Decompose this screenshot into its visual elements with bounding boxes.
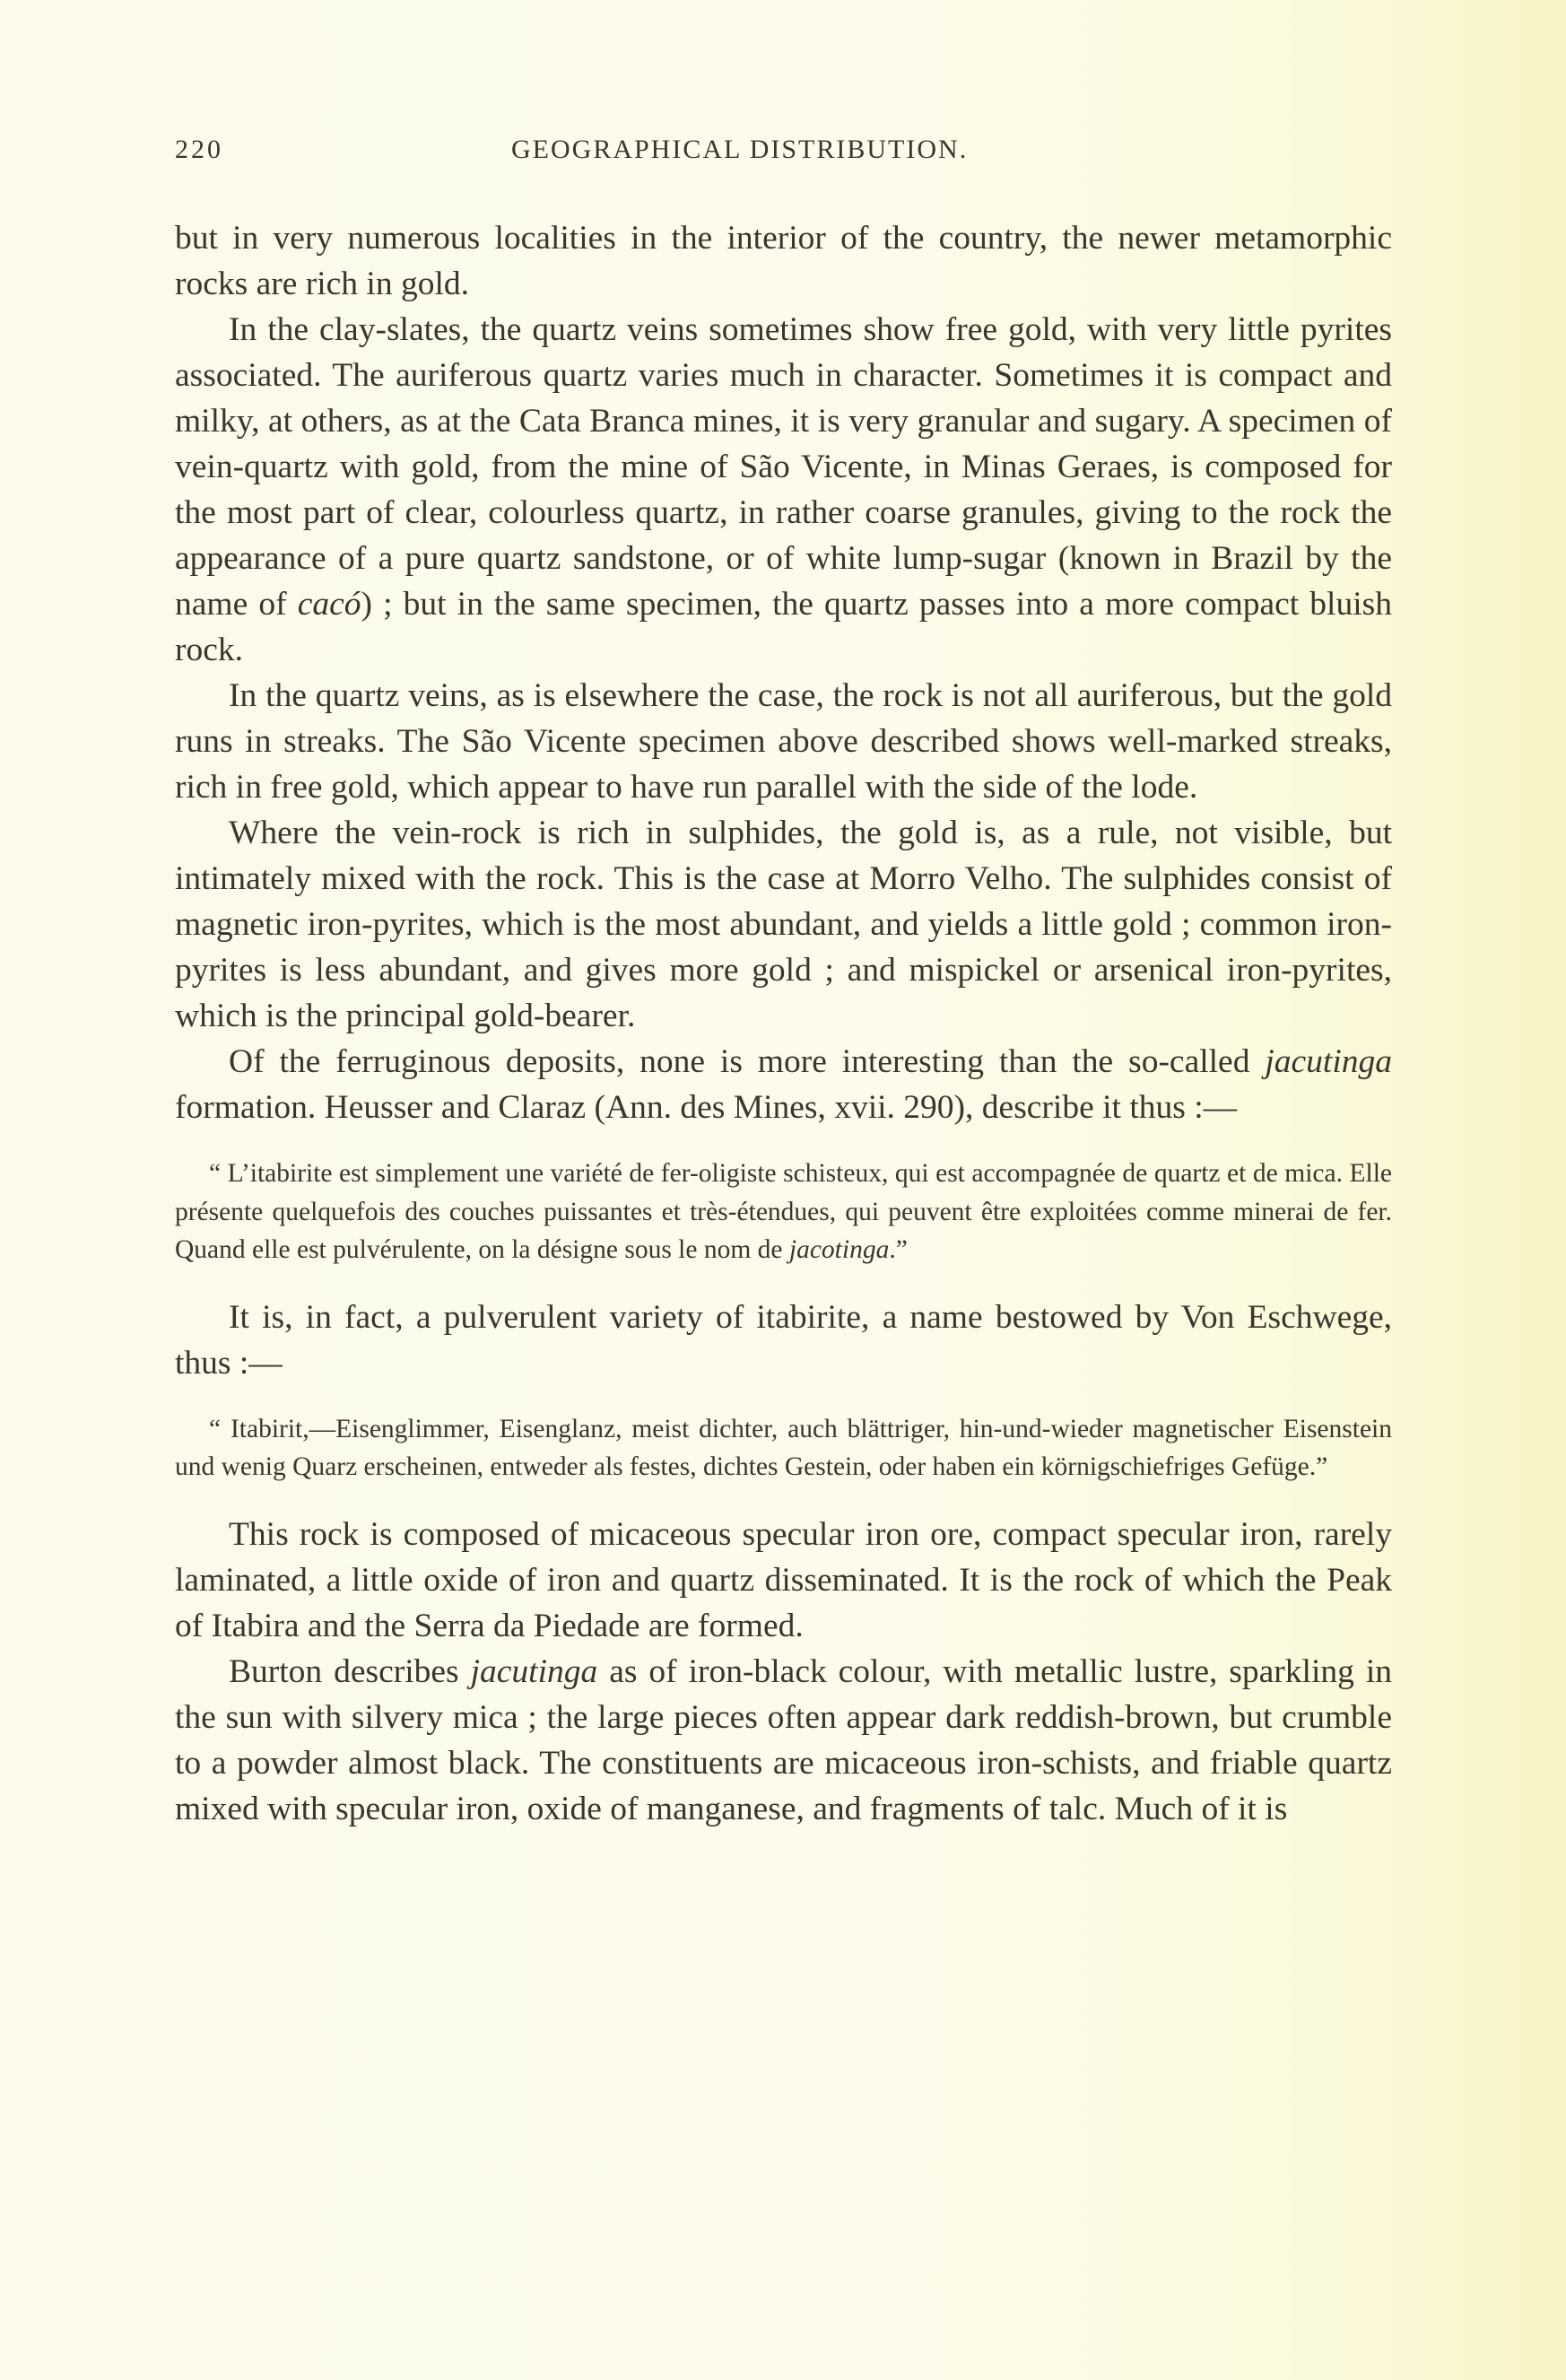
paragraph-text: formation. Heusser and Claraz (Ann. des Mines, xvii. 290), describe it thus :— [175, 1089, 1238, 1126]
spacer [175, 1486, 1392, 1512]
spacer [175, 1386, 1392, 1410]
paragraph-clay-slates [175, 307, 1392, 673]
quote-text: .” [889, 1235, 908, 1264]
paragraph-text: In the clay-slates, the quartz veins sometimes show free gold, with very little pyrites associated. The auriferous quartz varies much in character. Sometimes it is compact and milky, at others, as at the Cata Branca mines, it is very granular and sugary. A specimen of vein-quartz with gold, from the mine of São Vicente, in Minas Geraes, is composed for the most part of clear, colourless quartz, in rather coarse granules, giving to the rock the appearance of a pure quartz sandstone, or of white lump-sugar (known in Brazil by the name of [175, 311, 1392, 623]
block-quote-french [175, 1155, 1392, 1269]
page-number: 220 [175, 135, 223, 164]
spacer [175, 1269, 1392, 1295]
paragraph-burton [175, 1649, 1392, 1832]
running-head [175, 135, 1392, 170]
paragraph-sulphides: Where the vein-rock is rich in sulphides, the gold is, as a rule, not visible, but intimately mixed with the rock. This is the case at Morro Velho. The sulphides consist of magnetic iron-pyrites, which is the most abundant, and yields a little gold ; common iron-pyrites is less abundant, and gives more gold ; and mispickel or arsenical iron-pyrites, which is the principal gold-bearer. [175, 815, 1392, 1034]
block-quote-german: “ Itabirit,—Eisenglimmer, Eisenglanz, meist dichter, auch blättriger, hin-und-wieder magnetischer Eisenstein und wenig Quarz erscheinen, entweder als festes, dichtes Gestein, oder haben ein körnigschiefriges Gefüge.” [175, 1414, 1392, 1481]
paragraph-rock-composition: This rock is composed of micaceous specular iron ore, compact specular iron, rarely laminated, a little oxide of iron and quartz disseminated. It is the rock of which the Peak of Itabira and the Serra da Piedade are formed. [175, 1515, 1392, 1644]
italic-term-jacutinga: jacutinga [1265, 1043, 1392, 1080]
paragraph-text: ) ; but in the same specimen, the quartz passes into a more compact bluish rock. [175, 586, 1392, 668]
running-title: GEOGRAPHICAL DISTRIBUTION. [511, 135, 969, 164]
italic-term-jacotinga: jacotinga [788, 1235, 890, 1264]
paragraph-continuation: but in very numerous localities in the interior of the country, the newer metamorphic rocks are rich in gold. [175, 220, 1392, 302]
paragraph-text: Burton describes [229, 1652, 471, 1690]
paragraph-text: Of the ferruginous deposits, none is more interesting than the so-called [229, 1043, 1266, 1080]
italic-term-caco: cacó [297, 586, 361, 623]
paragraph-pulverulent-variety: It is, in fact, a pulverulent variety of itabirite, a name bestowed by Von Eschwege, thus :— [175, 1298, 1392, 1382]
paragraph-text: as of iron-black colour, with metallic lustre, sparkling in the sun with silvery mica ; the large pieces often appear dark reddish-brown, but crumble to a powder almost black. The constituents are micaceous iron-schists, and friable quartz mixed with specular iron, oxide of manganese, and fragments of talc. Much of it is [175, 1652, 1392, 1827]
paragraph-quartz-veins: In the quartz veins, as is elsewhere the case, the rock is not all auriferous, but the gold runs in streaks. The São Vicente specimen above described shows well-marked streaks, rich in free gold, which appear to have run parallel with the side of the lode. [175, 677, 1392, 806]
paragraph-ferruginous-deposits [175, 1039, 1392, 1130]
body-text [175, 215, 1392, 1832]
quote-text: “ L’itabirite est simplement une variété de fer-oligiste schisteux, qui est accompagnée de quartz et de mica. Elle présente quelquefois des couches puissantes et très-étendues, qui peuvent être exploitées comme minerai de fer. Quand elle est pulvérulente, on la désigne sous le nom de [175, 1159, 1392, 1264]
spacer [175, 1130, 1392, 1155]
italic-term-jacutinga: jacutinga [470, 1652, 598, 1690]
